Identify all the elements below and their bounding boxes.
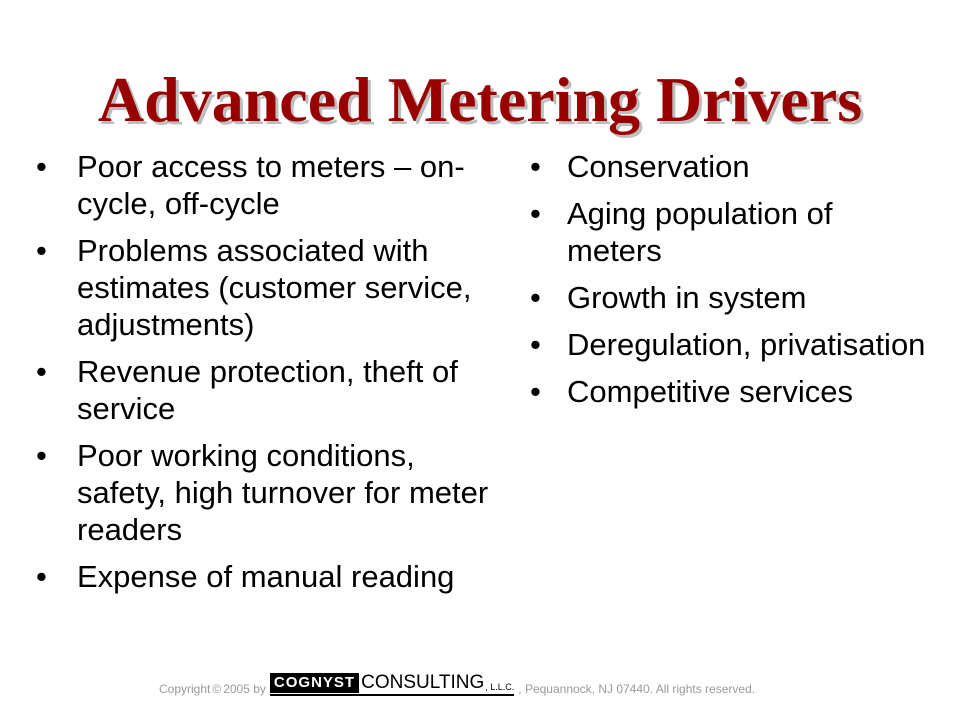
list-item: [36, 437, 511, 548]
copyright-icon: ©: [212, 682, 222, 696]
logo-suffix: , L.L.C.: [485, 682, 515, 692]
list-item: [36, 353, 511, 427]
bullet-dot-icon: •: [36, 559, 47, 594]
bullet-dot-icon: •: [36, 149, 47, 184]
bullet-text: Problems associated with estimates (customer service, adjustments): [77, 233, 472, 342]
bullet-text: Poor working conditions, safety, high turnover for meter readers: [77, 438, 489, 547]
list-item: [36, 558, 511, 595]
bullet-text: Poor access to meters – on-cycle, off-cycle: [77, 149, 465, 221]
list-item: [530, 195, 930, 269]
bullet-dot-icon: •: [530, 327, 541, 362]
bullet-dot-icon: •: [36, 354, 47, 389]
bullet-text: Growth in system: [567, 280, 807, 315]
copyright-year: 2005 by: [223, 682, 266, 696]
right-bullet-list: [530, 148, 930, 420]
bullet-dot-icon: •: [530, 374, 541, 409]
bullet-text: Competitive services: [567, 374, 853, 409]
copyright-prefix: Copyright: [159, 682, 211, 696]
list-item: [36, 148, 511, 222]
list-item: [530, 373, 930, 410]
bullet-text: Conservation: [567, 149, 750, 184]
list-item: [530, 279, 930, 316]
bullet-dot-icon: •: [530, 196, 541, 231]
list-item: [530, 148, 930, 185]
list-item: [530, 326, 930, 363]
list-item: [36, 232, 511, 343]
bullet-text: Deregulation, privatisation: [567, 327, 926, 362]
bullet-dot-icon: •: [36, 438, 47, 473]
copyright-footer: [159, 670, 755, 696]
company-address: , Pequannock, NJ 07440. All rights reserved.: [518, 682, 756, 696]
slide-title: Advanced Metering Drivers: [97, 64, 863, 135]
bullet-dot-icon: •: [530, 149, 541, 184]
bullet-dot-icon: •: [36, 233, 47, 268]
logo-box: COGNYST: [270, 673, 359, 693]
bullet-text: Revenue protection, theft of service: [77, 354, 458, 426]
bullet-text: Aging population of meters: [567, 196, 833, 268]
left-bullet-list: [36, 148, 511, 605]
logo-word: CONSULTING: [361, 672, 485, 693]
bullet-dot-icon: •: [530, 280, 541, 315]
company-logo: [270, 673, 514, 696]
bullet-text: Expense of manual reading: [77, 559, 455, 594]
